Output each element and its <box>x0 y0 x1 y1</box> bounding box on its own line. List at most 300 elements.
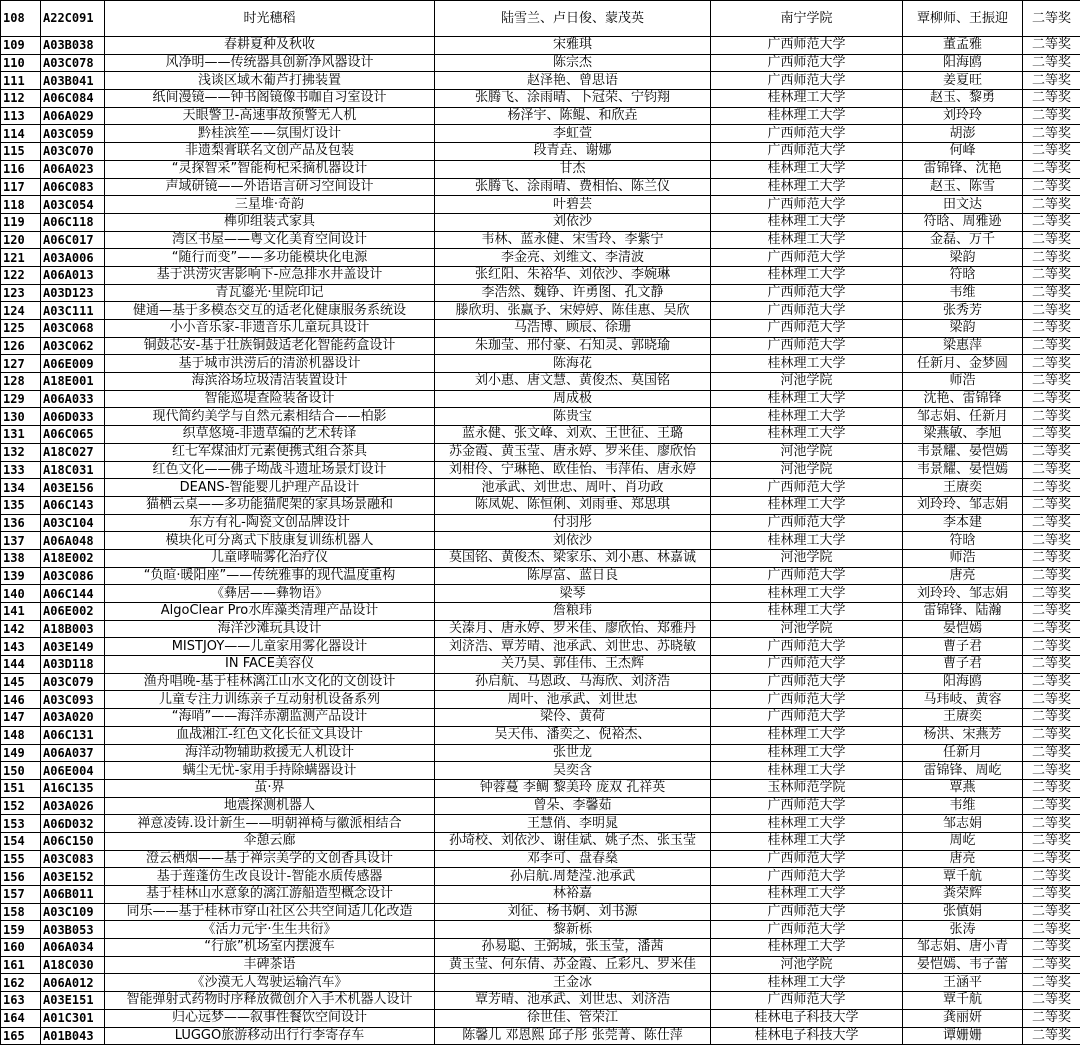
advisors-cell: 雷锦锋、周屹 <box>903 762 1023 780</box>
work-title-cell: 猫栖云桌——多功能猫爬架的家具场景融和 <box>105 496 435 514</box>
table-row <box>1 266 1080 284</box>
team-members-cell: 刘依沙 <box>435 213 711 231</box>
entry-code-cell: A06A013 <box>41 266 105 284</box>
table-row <box>1 249 1080 267</box>
row-number-cell: 161 <box>1 956 41 974</box>
team-members-cell: 陈凤妮、陈恒俐、刘雨垂、郑思琪 <box>435 496 711 514</box>
school-cell: 广西师范大学 <box>711 656 903 674</box>
work-title-cell: 智能弹射式药物时序释放微创介入手术机器人设计 <box>105 992 435 1010</box>
entry-code-cell: A03C086 <box>41 567 105 585</box>
table-row <box>1 196 1080 214</box>
work-title-cell: 黔桂滨笙——氛围灯设计 <box>105 125 435 143</box>
entry-code-cell: A06E002 <box>41 603 105 621</box>
advisors-cell: 符晗 <box>903 266 1023 284</box>
team-members-cell: 朱珈莹、邢付豪、石知灵、郭晓瑜 <box>435 337 711 355</box>
entry-code-cell: A03C078 <box>41 54 105 72</box>
row-number-cell: 113 <box>1 107 41 125</box>
entry-code-cell: A06A023 <box>41 160 105 178</box>
advisors-cell: 曹子君 <box>903 638 1023 656</box>
award-level-cell: 二等奖 <box>1023 143 1080 161</box>
advisors-cell: 阳海鸥 <box>903 54 1023 72</box>
advisors-cell: 师浩 <box>903 373 1023 391</box>
table-row <box>1 37 1080 55</box>
entry-code-cell: A03C083 <box>41 850 105 868</box>
advisors-cell: 符晗、周雅逊 <box>903 213 1023 231</box>
row-number-cell: 137 <box>1 532 41 550</box>
entry-code-cell: A06C150 <box>41 832 105 850</box>
row-number-cell: 110 <box>1 54 41 72</box>
award-level-cell: 二等奖 <box>1023 320 1080 338</box>
entry-code-cell: A03C104 <box>41 514 105 532</box>
table-row <box>1 956 1080 974</box>
school-cell: 广西师范大学 <box>711 337 903 355</box>
entry-code-cell: A06A033 <box>41 390 105 408</box>
school-cell: 桂林理工大学 <box>711 231 903 249</box>
entry-code-cell: A06C017 <box>41 231 105 249</box>
table-row <box>1 125 1080 143</box>
work-title-cell: 健通—基于多模态交互的适老化健康服务系统设 <box>105 302 435 320</box>
award-level-cell: 二等奖 <box>1023 956 1080 974</box>
row-number-cell: 162 <box>1 974 41 992</box>
team-members-cell: 王慧俏、李明晁 <box>435 815 711 833</box>
advisors-cell: 晏恺嫣 <box>903 620 1023 638</box>
team-members-cell: 孙易聪、王弼城，张玉莹，潘茜 <box>435 939 711 957</box>
row-number-cell: 139 <box>1 567 41 585</box>
work-title-cell: 声域研镜——外语语言研习空间设计 <box>105 178 435 196</box>
team-members-cell: 池承武、刘世忠、周叶、肖功政 <box>435 479 711 497</box>
team-members-cell: 滕欣玥、张赢予、宋婷婷、陈佳惠、吴欣 <box>435 302 711 320</box>
work-title-cell: LUGGO旅游移动出行行李寄存车 <box>105 1027 435 1045</box>
team-members-cell: 蓝永健、张文峰、刘欢、王世征、王璐 <box>435 426 711 444</box>
school-cell: 广西师范大学 <box>711 868 903 886</box>
school-cell: 广西师范大学 <box>711 691 903 709</box>
row-number-cell: 153 <box>1 815 41 833</box>
advisors-cell: 沈艳、雷锦锋 <box>903 390 1023 408</box>
work-title-cell: 基于洪涝灾害影响下-应急排水井盖设计 <box>105 266 435 284</box>
award-level-cell: 二等奖 <box>1023 107 1080 125</box>
school-cell: 桂林理工大学 <box>711 939 903 957</box>
award-level-cell: 二等奖 <box>1023 903 1080 921</box>
table-row <box>1 143 1080 161</box>
work-title-cell: 螨尘无忧-家用手持除螨器设计 <box>105 762 435 780</box>
school-cell: 广西师范大学 <box>711 249 903 267</box>
entry-code-cell: A18E001 <box>41 373 105 391</box>
school-cell: 广西师范大学 <box>711 638 903 656</box>
award-level-cell: 二等奖 <box>1023 656 1080 674</box>
table-row <box>1 1009 1080 1027</box>
team-members-cell: 钟蓉蔓 李鲷 黎美玲 庞双 孔祥英 <box>435 779 711 797</box>
school-cell: 河池学院 <box>711 461 903 479</box>
row-number-cell: 155 <box>1 850 41 868</box>
team-members-cell: 关乃昊、郭佳伟、王杰辉 <box>435 656 711 674</box>
row-number-cell: 148 <box>1 726 41 744</box>
table-row <box>1 107 1080 125</box>
advisors-cell: 邹志娟 <box>903 815 1023 833</box>
advisors-cell: 刘玲玲、邹志娟 <box>903 496 1023 514</box>
table-row <box>1 886 1080 904</box>
award-level-cell: 二等奖 <box>1023 37 1080 55</box>
team-members-cell: 杨泽宇、陈鲲、和欣垚 <box>435 107 711 125</box>
team-members-cell: 吴天伟、潘奕之、倪裕杰、 <box>435 726 711 744</box>
row-number-cell: 144 <box>1 656 41 674</box>
school-cell: 桂林理工大学 <box>711 213 903 231</box>
school-cell: 广西师范大学 <box>711 673 903 691</box>
work-title-cell: 儿童哮喘雾化治疗仪 <box>105 549 435 567</box>
award-level-cell: 二等奖 <box>1023 638 1080 656</box>
award-level-cell: 二等奖 <box>1023 974 1080 992</box>
table-row <box>1 797 1080 815</box>
table-row <box>1 850 1080 868</box>
team-members-cell: 莫国铭、黄俊杰、梁家乐、刘小惠、林嘉诚 <box>435 549 711 567</box>
award-level-cell: 二等奖 <box>1023 744 1080 762</box>
team-members-cell: 关溱月、唐永婷、罗米佳、廖欣怡、郑雅丹 <box>435 620 711 638</box>
table-row <box>1 673 1080 691</box>
advisors-cell: 邹志娟、唐小青 <box>903 939 1023 957</box>
entry-code-cell: A03C079 <box>41 673 105 691</box>
row-number-cell: 111 <box>1 72 41 90</box>
table-row <box>1 160 1080 178</box>
entry-code-cell: A03E151 <box>41 992 105 1010</box>
advisors-cell: 梁燕敏、李旭 <box>903 426 1023 444</box>
work-title-cell: 澄云栖烟——基于禅宗美学的文创香具设计 <box>105 850 435 868</box>
award-level-cell: 二等奖 <box>1023 691 1080 709</box>
entry-code-cell: A18B003 <box>41 620 105 638</box>
award-level-cell: 二等奖 <box>1023 620 1080 638</box>
work-title-cell: 小小音乐家-非遗音乐儿童玩具设计 <box>105 320 435 338</box>
advisors-cell: 韦维 <box>903 797 1023 815</box>
school-cell: 广西师范大学 <box>711 567 903 585</box>
work-title-cell: 红七军煤油灯元素便携式组合茶具 <box>105 443 435 461</box>
school-cell: 广西师范大学 <box>711 479 903 497</box>
work-title-cell: 儿童专注力训练亲子互动射机设备系列 <box>105 691 435 709</box>
row-number-cell: 125 <box>1 320 41 338</box>
school-cell: 河池学院 <box>711 373 903 391</box>
team-members-cell: 张腾飞、涂雨晴、卜冠荣、宁钧翔 <box>435 90 711 108</box>
row-number-cell: 130 <box>1 408 41 426</box>
school-cell: 广西师范大学 <box>711 850 903 868</box>
award-level-cell: 二等奖 <box>1023 72 1080 90</box>
entry-code-cell: A06C131 <box>41 726 105 744</box>
award-level-cell: 二等奖 <box>1023 762 1080 780</box>
award-level-cell: 二等奖 <box>1023 90 1080 108</box>
row-number-cell: 109 <box>1 37 41 55</box>
table-row <box>1 320 1080 338</box>
work-title-cell: 非遗梨膏联名文创产品及包装 <box>105 143 435 161</box>
entry-code-cell: A06A034 <box>41 939 105 957</box>
table-row <box>1 72 1080 90</box>
row-number-cell: 120 <box>1 231 41 249</box>
entry-code-cell: A06E004 <box>41 762 105 780</box>
school-cell: 广西师范大学 <box>711 514 903 532</box>
entry-code-cell: A03C109 <box>41 903 105 921</box>
entry-code-cell: A03B053 <box>41 921 105 939</box>
row-number-cell: 157 <box>1 886 41 904</box>
work-title-cell: 海滨浴场垃圾清洁装置设计 <box>105 373 435 391</box>
award-level-cell: 二等奖 <box>1023 213 1080 231</box>
entry-code-cell: A03C054 <box>41 196 105 214</box>
work-title-cell: “行旅”机场室内摆渡车 <box>105 939 435 957</box>
work-title-cell: “灵探智采”智能枸杞采摘机器设计 <box>105 160 435 178</box>
row-number-cell: 138 <box>1 549 41 567</box>
work-title-cell: 织草悠境-非遗草编的艺术转译 <box>105 426 435 444</box>
advisors-cell: 张秀芳 <box>903 302 1023 320</box>
table-row <box>1 691 1080 709</box>
table-row <box>1 178 1080 196</box>
row-number-cell: 147 <box>1 709 41 727</box>
row-number-cell: 108 <box>1 1 41 37</box>
row-number-cell: 149 <box>1 744 41 762</box>
advisors-cell: 胡澎 <box>903 125 1023 143</box>
team-members-cell: 周叶、池承武、刘世忠 <box>435 691 711 709</box>
entry-code-cell: A06D033 <box>41 408 105 426</box>
work-title-cell: 东方有礼-陶瓷文创品牌设计 <box>105 514 435 532</box>
table-row <box>1 231 1080 249</box>
row-number-cell: 150 <box>1 762 41 780</box>
award-level-cell: 二等奖 <box>1023 673 1080 691</box>
work-title-cell: “随行而变”——多功能模块化电源 <box>105 249 435 267</box>
entry-code-cell: A06B011 <box>41 886 105 904</box>
advisors-cell: 符晗 <box>903 532 1023 550</box>
table-row <box>1 567 1080 585</box>
team-members-cell: 赵泽艳、曾思语 <box>435 72 711 90</box>
advisors-cell: 董孟雅 <box>903 37 1023 55</box>
award-level-cell: 二等奖 <box>1023 1027 1080 1045</box>
row-number-cell: 154 <box>1 832 41 850</box>
team-members-cell: 陈厚富、蓝日良 <box>435 567 711 585</box>
team-members-cell: 马浩博、顾辰、徐珊 <box>435 320 711 338</box>
work-title-cell: 时光穗稻 <box>105 1 435 37</box>
entry-code-cell: A18E002 <box>41 549 105 567</box>
table-row <box>1 638 1080 656</box>
team-members-cell: 付羽彤 <box>435 514 711 532</box>
entry-code-cell: A16C135 <box>41 779 105 797</box>
advisors-cell: 张慎娟 <box>903 903 1023 921</box>
school-cell: 广西师范大学 <box>711 143 903 161</box>
award-level-cell: 二等奖 <box>1023 373 1080 391</box>
entry-code-cell: A06C118 <box>41 213 105 231</box>
award-level-cell: 二等奖 <box>1023 231 1080 249</box>
entry-code-cell: A03B041 <box>41 72 105 90</box>
entry-code-cell: A06A048 <box>41 532 105 550</box>
award-level-cell: 二等奖 <box>1023 514 1080 532</box>
school-cell: 桂林理工大学 <box>711 744 903 762</box>
work-title-cell: 《彝居——彝物语》 <box>105 585 435 603</box>
table-row <box>1 656 1080 674</box>
table-row <box>1 709 1080 727</box>
school-cell: 桂林理工大学 <box>711 178 903 196</box>
advisors-cell: 雷锦锋、陆瀚 <box>903 603 1023 621</box>
advisors-cell: 王赓奕 <box>903 709 1023 727</box>
advisors-cell: 王涵平 <box>903 974 1023 992</box>
school-cell: 南宁学院 <box>711 1 903 37</box>
entry-code-cell: A01C301 <box>41 1009 105 1027</box>
table-row <box>1 461 1080 479</box>
advisors-cell: 曹子君 <box>903 656 1023 674</box>
entry-code-cell: A06C065 <box>41 426 105 444</box>
team-members-cell: 陈海花 <box>435 355 711 373</box>
advisors-cell: 姜夏旺 <box>903 72 1023 90</box>
school-cell: 广西师范大学 <box>711 196 903 214</box>
work-title-cell: 归心远梦——叙事性餐饮空间设计 <box>105 1009 435 1027</box>
advisors-cell: 梁韵 <box>903 320 1023 338</box>
school-cell: 桂林理工大学 <box>711 496 903 514</box>
advisors-cell: 马玮岐、黄容 <box>903 691 1023 709</box>
school-cell: 桂林电子科技大学 <box>711 1009 903 1027</box>
award-level-cell: 二等奖 <box>1023 196 1080 214</box>
team-members-cell: 陈馨儿 邓恩熙 邱子彤 张莞菁、陈仕萍 <box>435 1027 711 1045</box>
award-level-cell: 二等奖 <box>1023 992 1080 1010</box>
entry-code-cell: A06A012 <box>41 974 105 992</box>
award-level-cell: 二等奖 <box>1023 921 1080 939</box>
entry-code-cell: A03A006 <box>41 249 105 267</box>
work-title-cell: 基于莲蓬仿生改良设计-智能水质传感器 <box>105 868 435 886</box>
award-level-cell: 二等奖 <box>1023 868 1080 886</box>
advisors-cell: 覃燕 <box>903 779 1023 797</box>
row-number-cell: 127 <box>1 355 41 373</box>
table-row <box>1 744 1080 762</box>
table-row <box>1 373 1080 391</box>
work-title-cell: 茧·界 <box>105 779 435 797</box>
table-row <box>1 479 1080 497</box>
award-level-cell: 二等奖 <box>1023 585 1080 603</box>
entry-code-cell: A03C093 <box>41 691 105 709</box>
advisors-cell: 金磊、万千 <box>903 231 1023 249</box>
school-cell: 玉林师范学院 <box>711 779 903 797</box>
advisors-cell: 韦维 <box>903 284 1023 302</box>
table-row <box>1 603 1080 621</box>
advisors-cell: 任新月、金梦圆 <box>903 355 1023 373</box>
award-level-cell: 二等奖 <box>1023 709 1080 727</box>
row-number-cell: 135 <box>1 496 41 514</box>
row-number-cell: 118 <box>1 196 41 214</box>
entry-code-cell: A03E149 <box>41 638 105 656</box>
school-cell: 桂林理工大学 <box>711 160 903 178</box>
team-members-cell: 段青垚、谢娜 <box>435 143 711 161</box>
advisors-cell: 梁惠萍 <box>903 337 1023 355</box>
row-number-cell: 143 <box>1 638 41 656</box>
team-members-cell: 陈贵宝 <box>435 408 711 426</box>
work-title-cell: 丰碑茶语 <box>105 956 435 974</box>
team-members-cell: 叶碧芸 <box>435 196 711 214</box>
advisors-cell: 杨洪、宋燕芳 <box>903 726 1023 744</box>
award-level-cell: 二等奖 <box>1023 125 1080 143</box>
award-level-cell: 二等奖 <box>1023 797 1080 815</box>
team-members-cell: 李浩然、魏铮、许勇图、孔文静 <box>435 284 711 302</box>
team-members-cell: 张红阳、朱裕华、刘依沙、李婉琳 <box>435 266 711 284</box>
awards-table-body <box>1 1 1080 1045</box>
award-level-cell: 二等奖 <box>1023 603 1080 621</box>
table-row <box>1 390 1080 408</box>
team-members-cell: 吴奕含 <box>435 762 711 780</box>
school-cell: 桂林理工大学 <box>711 974 903 992</box>
school-cell: 桂林电子科技大学 <box>711 1027 903 1045</box>
table-row <box>1 585 1080 603</box>
school-cell: 桂林理工大学 <box>711 107 903 125</box>
table-row <box>1 832 1080 850</box>
team-members-cell: 陆雪兰、卢日俊、蒙茂英 <box>435 1 711 37</box>
advisors-cell: 韦景耀、晏恺嫣 <box>903 461 1023 479</box>
table-row <box>1 54 1080 72</box>
row-number-cell: 115 <box>1 143 41 161</box>
advisors-cell: 韦景耀、晏恺嫣 <box>903 443 1023 461</box>
entry-code-cell: A06C083 <box>41 178 105 196</box>
school-cell: 广西师范大学 <box>711 921 903 939</box>
team-members-cell: 覃芳晴、池承武、刘世忠、刘济浩 <box>435 992 711 1010</box>
row-number-cell: 142 <box>1 620 41 638</box>
award-level-cell: 二等奖 <box>1023 160 1080 178</box>
award-level-cell: 二等奖 <box>1023 54 1080 72</box>
table-row <box>1 992 1080 1010</box>
team-members-cell: 徐世佳、管荣江 <box>435 1009 711 1027</box>
work-title-cell: 现代简约美学与自然元素相结合——柏影 <box>105 408 435 426</box>
row-number-cell: 134 <box>1 479 41 497</box>
work-title-cell: 天眼警卫-高速事故预警无人机 <box>105 107 435 125</box>
advisors-cell: 邹志娟、任新月 <box>903 408 1023 426</box>
school-cell: 河池学院 <box>711 443 903 461</box>
row-number-cell: 123 <box>1 284 41 302</box>
award-level-cell: 二等奖 <box>1023 426 1080 444</box>
table-row <box>1 443 1080 461</box>
entry-code-cell: A03E152 <box>41 868 105 886</box>
school-cell: 桂林理工大学 <box>711 426 903 444</box>
row-number-cell: 141 <box>1 603 41 621</box>
row-number-cell: 165 <box>1 1027 41 1045</box>
award-level-cell: 二等奖 <box>1023 549 1080 567</box>
team-members-cell: 孙启航.周楚滢.池承武 <box>435 868 711 886</box>
team-members-cell: 刘济浩、覃芳晴、池承武、刘世忠、苏晓敏 <box>435 638 711 656</box>
team-members-cell: 詹粮玮 <box>435 603 711 621</box>
school-cell: 桂林理工大学 <box>711 408 903 426</box>
work-title-cell: 《沙漠无人驾驶运输汽车》 <box>105 974 435 992</box>
award-level-cell: 二等奖 <box>1023 832 1080 850</box>
award-level-cell: 二等奖 <box>1023 496 1080 514</box>
team-members-cell: 韦林、蓝永健、宋雪玲、李紫宁 <box>435 231 711 249</box>
row-number-cell: 136 <box>1 514 41 532</box>
work-title-cell: 地震探测机器人 <box>105 797 435 815</box>
advisors-cell: 刘玲玲、邹志娟 <box>903 585 1023 603</box>
table-row <box>1 496 1080 514</box>
table-row <box>1 1027 1080 1045</box>
school-cell: 河池学院 <box>711 549 903 567</box>
entry-code-cell: A03C111 <box>41 302 105 320</box>
award-level-cell: 二等奖 <box>1023 337 1080 355</box>
team-members-cell: 黄玉莹、何东倩、苏金霞、丘彩凡、罗米佳 <box>435 956 711 974</box>
work-title-cell: 渔舟唱晚-基于桂林漓江山水文化的文创设计 <box>105 673 435 691</box>
entry-code-cell: A06D032 <box>41 815 105 833</box>
entry-code-cell: A18C027 <box>41 443 105 461</box>
work-title-cell: 《活力元宇·生生共衍》 <box>105 921 435 939</box>
row-number-cell: 117 <box>1 178 41 196</box>
work-title-cell: 基于城市洪涝后的清淤机器设计 <box>105 355 435 373</box>
table-row <box>1 90 1080 108</box>
advisors-cell: 覃千航 <box>903 868 1023 886</box>
row-number-cell: 131 <box>1 426 41 444</box>
row-number-cell: 114 <box>1 125 41 143</box>
entry-code-cell: A06E009 <box>41 355 105 373</box>
work-title-cell: “海哨”——海洋赤潮监测产品设计 <box>105 709 435 727</box>
school-cell: 广西师范大学 <box>711 992 903 1010</box>
school-cell: 桂林理工大学 <box>711 726 903 744</box>
advisors-cell: 唐亮 <box>903 567 1023 585</box>
table-row <box>1 726 1080 744</box>
work-title-cell: 智能巡堤查险装备设计 <box>105 390 435 408</box>
award-level-cell: 二等奖 <box>1023 355 1080 373</box>
row-number-cell: 124 <box>1 302 41 320</box>
table-row <box>1 302 1080 320</box>
entry-code-cell: A03C070 <box>41 143 105 161</box>
work-title-cell: 三星堆·奇韵 <box>105 196 435 214</box>
work-title-cell: 伞憩云廊 <box>105 832 435 850</box>
